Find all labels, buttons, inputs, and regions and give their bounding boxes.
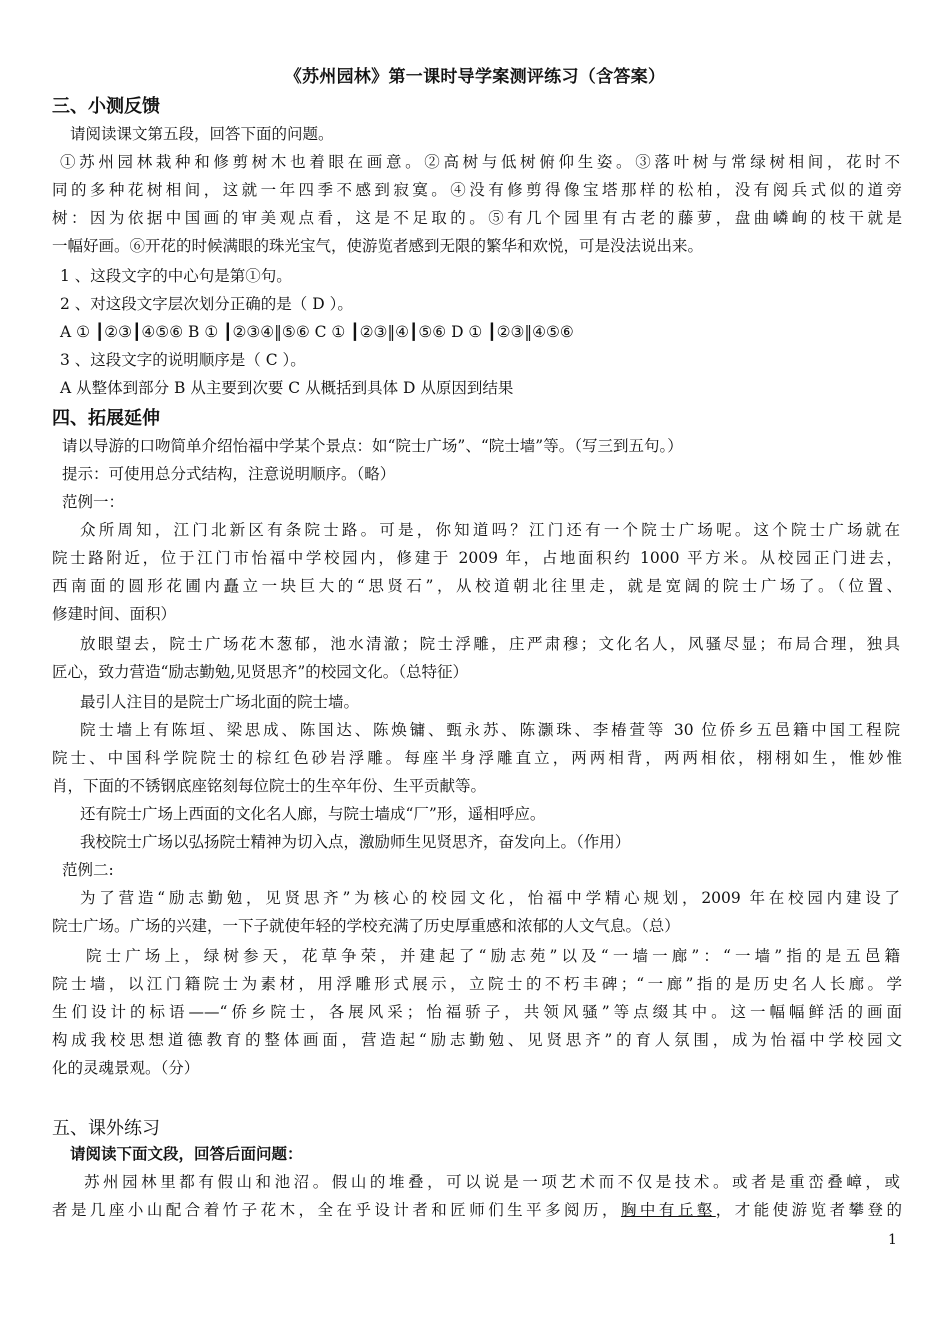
question-1: 1 、这段文字的中心句是第①句。 bbox=[60, 267, 292, 285]
sec5-passage-line: 苏州园林里都有假山和池沼。假山的堆叠，可以说是一项艺术而不仅是技术。或者是重峦叠嶂，或 bbox=[84, 1173, 900, 1191]
section-heading-3: 三、小测反馈 bbox=[52, 96, 160, 117]
question-3-options: A 从整体到部分 B 从主要到次要 C 从概括到具体 D 从原因到结果 bbox=[60, 379, 514, 397]
sec5-text: ，才能使游览者攀登的 bbox=[715, 1201, 902, 1219]
example-2-line: 院士广场上，绿树参天，花草争荣，并建起了“励志苑”以及“一墙一廊”：“一墙”指的是五邑籍 bbox=[86, 947, 900, 965]
example-1-line: 匠心，致力营造“励志勤勉,见贤思齐”的校园文化。（总特征） bbox=[52, 663, 469, 681]
example-2-line: 化的灵魂景观。（分） bbox=[52, 1059, 200, 1077]
sec3-passage-line: 树：因为依据中国画的审美观点看，这是不足取的。⑤有几个园里有古老的藤萝，盘曲嶙峋的枝干就是 bbox=[52, 209, 902, 227]
example-1-line: 肖，下面的不锈钢底座铭刻每位院士的生卒年份、生平贡献等。 bbox=[52, 777, 487, 795]
example-2-line: 生们设计的标语——“侨乡院士，各展风采；怡福骄子，共领风骚”等点缀其中。这一幅幅鲜活的画面 bbox=[52, 1003, 902, 1021]
example-2-label: 范例二: bbox=[62, 861, 114, 879]
sec3-passage-line: 同的多种花树相间，这就一年四季不感到寂寞。④没有修剪得像宝塔那样的松柏，没有阅兵式似的道旁 bbox=[52, 181, 902, 199]
sec3-passage-line: 一幅好画。⑥开花的时候满眼的珠光宝气，使游览者感到无限的繁华和欢悦，可是没法说出来。 bbox=[52, 237, 704, 255]
sec5-text: 者是几座小山配合着竹子花木，全在乎设计者和匠师们生平多阅历， bbox=[52, 1201, 621, 1219]
example-1-line: 放眼望去，院士广场花木葱郁，池水清澈；院士浮雕，庄严肃穆；文化名人，风骚尽显；布局合理，独具 bbox=[80, 635, 900, 653]
underlined-phrase: 胸中有丘壑 bbox=[620, 1201, 716, 1219]
sec3-passage-line: ①苏州园林栽种和修剪树木也着眼在画意。②高树与低树俯仰生姿。③落叶树与常绿树相间，花时不 bbox=[60, 153, 900, 171]
section-heading-4: 四、拓展延伸 bbox=[52, 408, 160, 429]
section-heading-5: 五、课外练习 bbox=[52, 1118, 160, 1139]
example-2-line: 为了营造“励志勤勉，见贤思齐”为核心的校园文化，怡福中学精心规划，2009 年在校园内建设了 bbox=[80, 889, 900, 907]
question-2: 2 、对这段文字层次划分正确的是（ D ）。 bbox=[60, 295, 353, 313]
question-2-options: A ① ┃②③┃④⑤⑥ B ① ┃②③④‖⑤⑥ C ① ┃②③‖④┃⑤⑥ D ① ┃②③‖④⑤⑥ bbox=[60, 323, 574, 341]
page-number: 1 bbox=[888, 1232, 897, 1248]
example-1-line: 院士、中国科学院院士的棕红色砂岩浮雕。每座半身浮雕直立，两两相背，两两相依，栩栩如生，惟妙惟 bbox=[52, 749, 902, 767]
sec5-prompt: 请阅读下面文段，回答后面问题： bbox=[70, 1145, 303, 1163]
example-2-line: 院士广场。广场的兴建，一下子就使年轻的学校充满了历史厚重感和浓郁的人文气息。（总） bbox=[52, 917, 680, 935]
example-1-line: 西南面的圆形花圃内矗立一块巨大的“思贤石”，从校道朝北往里走，就是宽阔的院士广场了。（位置、 bbox=[52, 577, 902, 595]
example-2-line: 构成我校思想道德教育的整体画面，营造起“励志勤勉、见贤思齐”的育人氛围，成为怡福中学校园文 bbox=[52, 1031, 902, 1049]
example-1-line: 众所周知，江门北新区有条院士路。可是，你知道吗？江门还有一个院士广场呢。这个院士广场就在 bbox=[80, 521, 900, 539]
example-1-label: 范例一： bbox=[62, 493, 125, 511]
example-1-line: 修建时间、面积） bbox=[52, 605, 177, 623]
sec5-passage-line bbox=[52, 1196, 902, 1224]
example-1-line: 我校院士广场以弘扬院士精神为切入点，激励师生见贤思齐，奋发向上。（作用） bbox=[80, 833, 631, 851]
page-title: 《苏州园林》第一课时导学案测评练习（含答案） bbox=[284, 67, 666, 87]
question-3: 3 、这段文字的说明顺序是（ C ）。 bbox=[60, 351, 306, 369]
sec3-prompt: 请阅读课文第五段，回答下面的问题。 bbox=[70, 125, 334, 143]
example-1-line: 院士路附近，位于江门市怡福中学校园内，修建于 2009 年，占地面积约 1000 平方米。从校园正门进去， bbox=[52, 549, 902, 567]
example-1-line: 院士墙上有陈垣、梁思成、陈国达、陈焕镛、甄永苏、陈灏珠、李椿萱等 30 位侨乡五邑籍中国工程院 bbox=[80, 721, 900, 739]
sec4-hint: 提示：可使用总分式结构，注意说明顺序。（略） bbox=[62, 465, 396, 483]
example-2-line: 院士墙，以江门籍院士为素材，用浮雕形式展示，立院士的不朽丰碑；“一廊”指的是历史名人长廊。学 bbox=[52, 975, 902, 993]
example-1-line: 最引人注目的是院士广场北面的院士墙。 bbox=[80, 693, 360, 711]
sec4-prompt: 请以导游的口吻简单介绍怡福中学某个景点：如“院士广场”、“院士墙”等。（写三到五句。） bbox=[62, 437, 683, 455]
example-1-line: 还有院士广场上西面的文化名人廊，与院士墙成“厂”形，遥相呼应。 bbox=[80, 805, 546, 823]
